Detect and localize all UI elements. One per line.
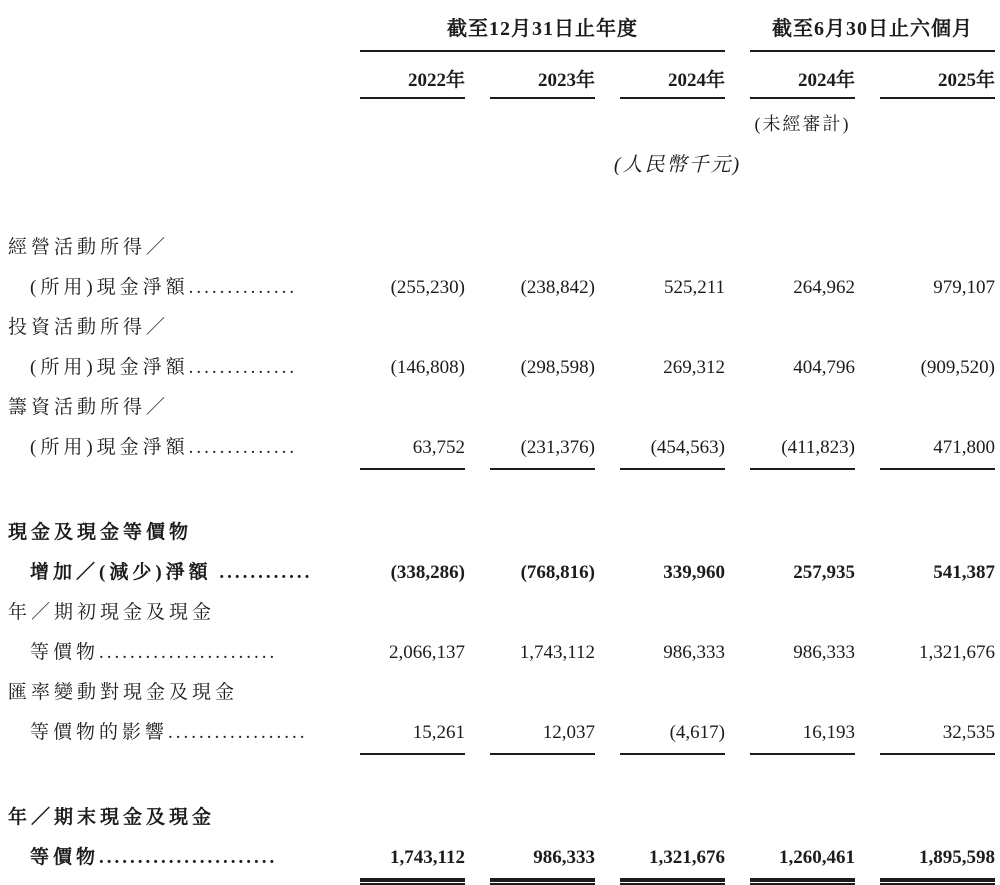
- value-cell-fy2024: 986,333: [663, 642, 725, 663]
- row-value-line: [8, 268, 995, 308]
- row-label-text: 增加／(減少)淨額: [30, 562, 212, 583]
- value-cell-hy2025: 32,535: [880, 713, 995, 755]
- row-label-text: (所用)現金淨額: [30, 357, 189, 378]
- row-label-line2: [8, 838, 335, 882]
- value-cell-hy2025: 471,800: [880, 428, 995, 470]
- row-label-line2: [8, 633, 335, 673]
- row-label-line: [8, 308, 995, 348]
- value-cell-hy2025: 541,387: [933, 562, 995, 583]
- value-cell-hy2025: (909,520): [920, 357, 995, 378]
- value-cell-fy2022: 2,066,137: [389, 642, 465, 663]
- row-value-line: [8, 348, 995, 388]
- row-label-line1: 籌資活動所得／: [8, 397, 170, 418]
- row-label-line1: 年／期末現金及現金: [8, 807, 216, 828]
- value-cell-fy2023: 12,037: [490, 713, 595, 755]
- dot-leader: .......................: [99, 847, 278, 868]
- row-label-line2: [8, 553, 335, 593]
- value-cell-hy2024: (411,823): [750, 428, 855, 470]
- row-label-line: [8, 798, 995, 838]
- row-label-line1: 現金及現金等價物: [8, 522, 193, 543]
- value-cell-fy2024: 525,211: [663, 277, 725, 298]
- col-header-fy2024: 2024年: [620, 65, 725, 99]
- period-group-header-row: [8, 12, 995, 52]
- table-row-investing-cash-flow: [8, 308, 995, 388]
- value-cell-fy2024: 339,960: [663, 562, 725, 583]
- row-label-line: [8, 673, 995, 713]
- year-header-row: [8, 65, 995, 99]
- row-label-line1: 投資活動所得／: [8, 317, 170, 338]
- row-label-text: 等價物: [30, 847, 100, 868]
- value-cell-fy2023: (298,598): [520, 357, 595, 378]
- row-value-line: [8, 553, 995, 593]
- col-header-hy2024: 2024年: [750, 65, 855, 99]
- row-value-line: [8, 428, 995, 468]
- col-header-fy2023: 2023年: [490, 65, 595, 99]
- unaudited-note-row: [8, 110, 995, 138]
- row-label-line: [8, 513, 995, 553]
- row-label-line: [8, 593, 995, 633]
- row-label-line2: [8, 428, 335, 470]
- row-value-line: [8, 713, 995, 753]
- value-cell-hy2024: 404,796: [793, 357, 855, 378]
- value-cell-fy2022: (146,808): [390, 357, 465, 378]
- value-cell-fy2022: 1,743,112: [360, 838, 465, 882]
- row-label-line: [8, 388, 995, 428]
- value-cell-hy2024: 16,193: [750, 713, 855, 755]
- value-cell-fy2024: (454,563): [620, 428, 725, 470]
- row-label-line1: 年／期初現金及現金: [8, 602, 216, 623]
- table-row-cash-at-beginning: [8, 593, 995, 673]
- label-column-spacer: [8, 65, 335, 99]
- row-label-text: (所用)現金淨額: [30, 437, 189, 458]
- currency-unit-note: (人民幣千元): [613, 154, 742, 176]
- value-cell-hy2025: 1,321,676: [919, 642, 995, 663]
- value-cell-fy2022: (255,230): [390, 277, 465, 298]
- value-cell-fy2022: 63,752: [360, 428, 465, 470]
- row-label-line1: 匯率變動對現金及現金: [8, 682, 239, 703]
- col-header-hy2025: 2025年: [880, 65, 995, 99]
- value-cell-fy2024: 1,321,676: [620, 838, 725, 882]
- table-row-financing-cash-flow: [8, 388, 995, 468]
- value-cell-hy2024: 986,333: [793, 642, 855, 663]
- value-cell-fy2023: (231,376): [490, 428, 595, 470]
- value-cell-fy2023: 986,333: [490, 838, 595, 882]
- dot-leader: ..............: [188, 437, 298, 458]
- row-label-line: [8, 228, 995, 268]
- dot-leader: ............: [211, 562, 313, 583]
- value-cell-hy2024: 257,935: [793, 562, 855, 583]
- value-cell-fy2023: (768,816): [520, 562, 595, 583]
- value-cell-fy2024: 269,312: [663, 357, 725, 378]
- table-body: [8, 228, 995, 878]
- row-label-line2: [8, 713, 335, 755]
- row-label-line1: 經營活動所得／: [8, 237, 170, 258]
- table-row-fx-effect-on-cash: [8, 673, 995, 753]
- value-cell-hy2024: 264,962: [793, 277, 855, 298]
- period-group-annual-title: 截至12月31日止年度: [360, 12, 725, 52]
- row-label-text: 等價物: [30, 642, 100, 663]
- value-cell-fy2022: (338,286): [390, 562, 465, 583]
- dot-leader: ..................: [168, 722, 308, 743]
- value-cell-fy2024: (4,617): [620, 713, 725, 755]
- value-cell-fy2023: 1,743,112: [519, 642, 595, 663]
- unit-note-row: [8, 150, 995, 180]
- value-cell-hy2024: 1,260,461: [750, 838, 855, 882]
- col-header-fy2022: 2022年: [360, 65, 465, 99]
- period-group-interim-title: 截至6月30日止六個月: [750, 12, 995, 52]
- table-row-net-increase-decrease-in-cash: [8, 513, 995, 593]
- value-cell-fy2022: 15,261: [360, 713, 465, 755]
- value-cell-hy2025: 1,895,598: [880, 838, 995, 882]
- row-label-text: 等價物的影響: [30, 722, 169, 743]
- row-label-line2: [8, 348, 335, 388]
- table-row-operating-cash-flow: [8, 228, 995, 308]
- row-value-line: [8, 838, 995, 878]
- unaudited-note: (未經審計): [754, 114, 851, 134]
- dot-leader: .......................: [99, 642, 278, 663]
- dot-leader: ..............: [188, 277, 298, 298]
- row-label-line2: [8, 268, 335, 308]
- row-label-text: (所用)現金淨額: [30, 277, 189, 298]
- value-cell-hy2025: 979,107: [933, 277, 995, 298]
- dot-leader: ..............: [188, 357, 298, 378]
- value-cell-fy2023: (238,842): [520, 277, 595, 298]
- row-value-line: [8, 633, 995, 673]
- table-row-cash-at-end: [8, 798, 995, 878]
